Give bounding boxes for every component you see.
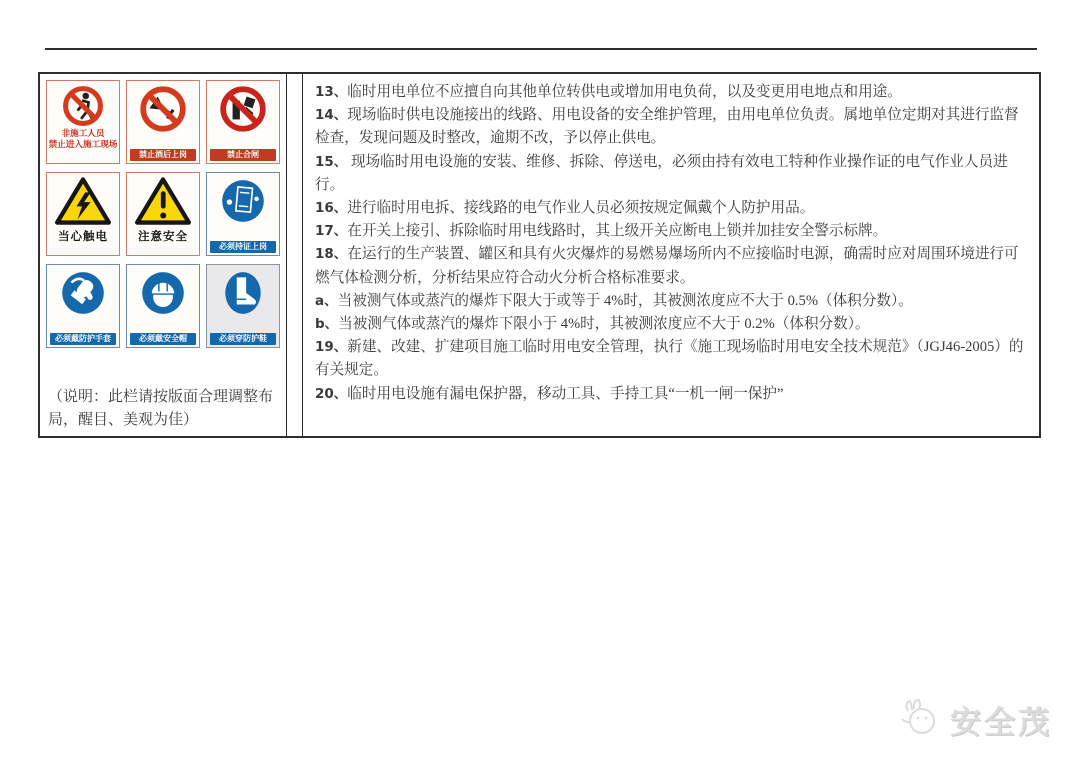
rule-number: 14、: [315, 107, 348, 124]
rule-text: 现场临时供电设施接出的线路、用电设备的安全维护管理，由用电单位负责。属地单位定期对其进行监督检查，发现问题及时整改，逾期不改，予以停止供电。: [315, 107, 1019, 147]
sign-must-wear-helmet: [126, 264, 200, 348]
rule-line: [315, 220, 1029, 243]
sign-must-hold-certificate: [206, 172, 280, 256]
rule-line: [315, 336, 1029, 382]
sign-caution-safety: [126, 172, 200, 256]
rule-number: 16、: [315, 200, 348, 217]
rule-text: 当被测气体或蒸汽的爆炸下限小于 4%时，其被测浓度应不大于 0.2%（体积分数）。: [338, 316, 870, 333]
mandatory-boot-icon: [218, 268, 268, 318]
rules-column: [303, 74, 1039, 436]
sign-band-label: 必须戴安全帽: [130, 333, 196, 345]
rule-number: 17、: [315, 223, 348, 240]
rule-number: 18、: [315, 246, 348, 263]
spacer-column: [287, 74, 303, 436]
sign-must-wear-boots: [206, 264, 280, 348]
prohibition-hand-on-switch-icon: [218, 84, 268, 134]
mandatory-gloves-icon: [58, 268, 108, 318]
rule-text: 临时用电设施有漏电保护器，移动工具、手持工具“一机一闸一保护”: [347, 385, 784, 402]
rule-line: [315, 81, 1029, 104]
warning-lightning-icon: [55, 176, 111, 226]
rule-line: [315, 383, 1029, 406]
sign-band-label: 必须穿防护鞋: [210, 333, 276, 345]
sign-label: 非施工人员: [61, 128, 105, 138]
rule-line: [315, 197, 1029, 220]
mandatory-helmet-icon: [138, 268, 188, 318]
rule-line: [315, 104, 1029, 150]
prohibition-spilled-drink-icon: [138, 84, 188, 134]
rule-number: a、: [315, 292, 338, 309]
sign-label: 禁止进入施工现场: [48, 139, 118, 149]
rule-text: 当被测气体或蒸汽的爆炸下限大于或等于 4%时，其被测浓度应不大于 0.5%（体积分数）。: [337, 292, 913, 309]
prohibition-walking-person-icon: [61, 84, 105, 128]
rule-line: [315, 313, 1029, 336]
rule-line: [315, 290, 1029, 313]
sign-label: 注意安全: [138, 231, 188, 243]
layout-note: （说明：此栏请按版面合理调整布局，醒目、美观为佳）: [48, 389, 274, 428]
rule-text: 在开关上接引、拆除临时用电线路时，其上级开关应断电上锁并加挂安全警示标牌。: [347, 223, 888, 240]
mandatory-permit-card-icon: [218, 176, 268, 226]
rule-line: [315, 243, 1029, 289]
rule-text: 现场临时用电设施的安装、维修、拆除、停送电，必须由持有效电工特种作业操作证的电气作业人员进行。: [315, 153, 1008, 193]
rule-text: 在运行的生产装置、罐区和具有火灾爆炸的易燃易爆场所内不应接临时电源，确需时应对周围环境进行可燃气体检测分析，分析结果应符合动火分析合格标准要求。: [315, 246, 1019, 286]
rule-text: 进行临时用电拆、接线路的电气作业人员必须按规定佩戴个人防护用品。: [347, 200, 815, 217]
mascot-icon: [898, 697, 944, 742]
brand-watermark: [898, 697, 1052, 742]
sign-band-label: 必须持证上岗: [210, 241, 276, 253]
sign-must-wear-gloves: [46, 264, 120, 348]
signs-column: [40, 74, 287, 436]
watermark-text: 安全茂: [950, 705, 1052, 740]
rule-number: 19、: [315, 339, 348, 356]
sign-no-entry-non-construction: [46, 80, 120, 164]
sign-band-label: 必须戴防护手套: [50, 333, 116, 345]
rule-number: 20、: [315, 385, 348, 402]
sign-no-switching-on: [206, 80, 280, 164]
sign-danger-electric-shock: [46, 172, 120, 256]
sign-band-label: 禁止酒后上岗: [130, 149, 196, 161]
rule-line: [315, 151, 1029, 197]
rule-number: 13、: [315, 84, 348, 100]
sign-band-label: 禁止合闸: [210, 149, 276, 161]
warning-exclamation-icon: [135, 176, 191, 226]
signs-grid: [46, 80, 280, 348]
content-table: [38, 72, 1041, 438]
top-divider: [45, 48, 1037, 50]
rule-text: 新建、改建、扩建项目施工临时用电安全管理，执行《施工现场临时用电安全技术规范》（JGJ46-2005）的有关规定。: [315, 339, 1024, 379]
sign-label: 当心触电: [58, 231, 108, 243]
rule-text: 临时用电单位不应擅自向其他单位转供电或增加用电负荷，以及变更用电地点和用途。: [347, 84, 902, 100]
rule-number: b、: [315, 316, 339, 333]
rule-number: 15、: [315, 153, 348, 170]
sign-no-drinking-on-duty: [126, 80, 200, 164]
